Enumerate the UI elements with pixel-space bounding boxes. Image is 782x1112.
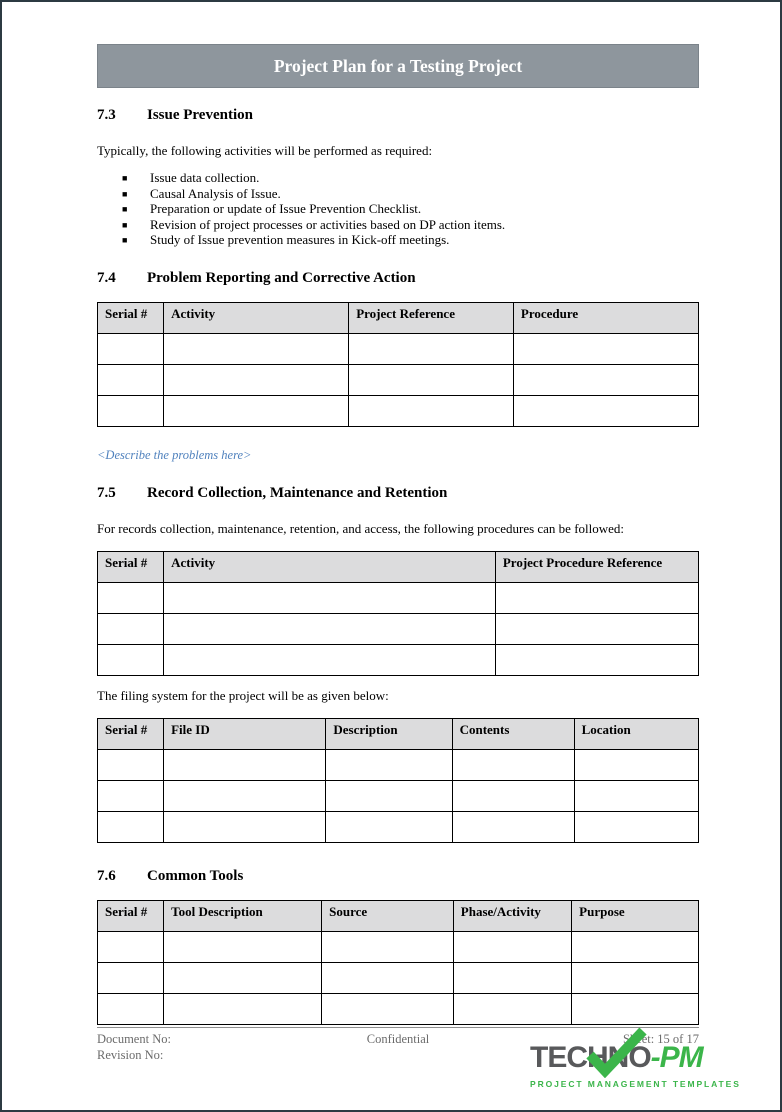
column-header: Contents bbox=[452, 718, 574, 749]
empty-cell bbox=[164, 931, 322, 962]
empty-cell bbox=[164, 962, 322, 993]
empty-cell bbox=[453, 993, 571, 1024]
table-row bbox=[98, 582, 699, 613]
section-title: Issue Prevention bbox=[147, 107, 253, 123]
section-7-5-intro: For records collection, maintenance, retention, and access, the following procedures can be followed: bbox=[97, 520, 625, 536]
empty-cell bbox=[98, 364, 164, 395]
empty-cell bbox=[322, 931, 454, 962]
document-content bbox=[97, 2, 699, 1025]
section-title: Common Tools bbox=[147, 867, 244, 884]
empty-cell bbox=[513, 395, 698, 426]
filing-system-table bbox=[97, 718, 699, 843]
section-7-3-intro: Typically, the following activities will be performed as required: bbox=[97, 143, 433, 158]
empty-cell bbox=[513, 364, 698, 395]
empty-cell bbox=[349, 333, 514, 364]
empty-cell bbox=[349, 395, 514, 426]
list-item: ■ Study of Issue prevention measures in Kick-off meetings. bbox=[122, 232, 450, 248]
empty-cell bbox=[349, 364, 514, 395]
section-heading-7-6 bbox=[97, 866, 699, 886]
empty-cell bbox=[164, 582, 496, 613]
empty-cell bbox=[98, 333, 164, 364]
table-row bbox=[98, 333, 699, 364]
sheet-number: Sheet: 15 of 17 bbox=[622, 1032, 699, 1046]
empty-cell bbox=[322, 962, 454, 993]
confidential-label: Confidential bbox=[366, 1032, 430, 1046]
table-row bbox=[98, 749, 699, 780]
empty-cell bbox=[98, 780, 164, 811]
column-header: Source bbox=[322, 900, 454, 931]
common-tools-table bbox=[97, 900, 699, 1025]
empty-cell bbox=[326, 811, 452, 842]
square-bullet-icon: ■ bbox=[122, 173, 128, 183]
column-header: Serial # bbox=[98, 900, 164, 931]
column-header: Project Reference bbox=[349, 302, 514, 333]
logo-text-gray: TECHNO bbox=[530, 1041, 651, 1074]
empty-cell bbox=[326, 749, 452, 780]
table-header-row bbox=[98, 551, 699, 582]
column-header: Activity bbox=[164, 302, 349, 333]
column-header: Tool Description bbox=[164, 900, 322, 931]
section-number: 7.3 bbox=[97, 107, 116, 123]
empty-cell bbox=[495, 582, 698, 613]
table-header-row bbox=[98, 302, 699, 333]
empty-cell bbox=[164, 364, 349, 395]
empty-cell bbox=[452, 749, 574, 780]
empty-cell bbox=[164, 811, 326, 842]
problem-reporting-table bbox=[97, 302, 699, 427]
table-row bbox=[98, 364, 699, 395]
empty-cell bbox=[322, 993, 454, 1024]
square-bullet-icon: ■ bbox=[122, 188, 128, 199]
section-heading-7-5 bbox=[97, 483, 699, 503]
list-item: ■ Issue data collection. bbox=[122, 170, 260, 185]
revision-no-label: Revision No: bbox=[97, 1048, 164, 1062]
page-title-banner bbox=[97, 44, 699, 88]
column-header: Location bbox=[574, 718, 698, 749]
empty-cell bbox=[164, 993, 322, 1024]
table-row bbox=[98, 993, 699, 1024]
empty-cell bbox=[98, 613, 164, 644]
empty-cell bbox=[572, 993, 699, 1024]
table-header-row bbox=[98, 718, 699, 749]
empty-cell bbox=[164, 644, 496, 675]
empty-cell bbox=[164, 780, 326, 811]
table-row bbox=[98, 780, 699, 811]
square-bullet-icon: ■ bbox=[122, 204, 128, 215]
table-row bbox=[98, 395, 699, 426]
section-number: 7.6 bbox=[97, 867, 116, 884]
empty-cell bbox=[98, 962, 164, 993]
empty-cell bbox=[495, 613, 698, 644]
list-item: ■ Causal Analysis of Issue. bbox=[122, 185, 281, 201]
empty-cell bbox=[574, 749, 698, 780]
square-bullet-icon: ■ bbox=[122, 235, 128, 246]
empty-cell bbox=[98, 811, 164, 842]
empty-cell bbox=[453, 962, 571, 993]
empty-cell bbox=[495, 644, 698, 675]
empty-cell bbox=[98, 993, 164, 1024]
section-title: Problem Reporting and Corrective Action bbox=[147, 269, 416, 286]
empty-cell bbox=[326, 780, 452, 811]
table-header-row bbox=[98, 900, 699, 931]
column-header: Serial # bbox=[98, 551, 164, 582]
column-header: Activity bbox=[164, 551, 496, 582]
square-bullet-icon: ■ bbox=[122, 219, 128, 230]
empty-cell bbox=[513, 333, 698, 364]
empty-cell bbox=[164, 395, 349, 426]
page-title: Project Plan for a Testing Project bbox=[273, 56, 523, 76]
table-row bbox=[98, 811, 699, 842]
issue-prevention-list bbox=[97, 170, 699, 248]
empty-cell bbox=[453, 931, 571, 962]
empty-cell bbox=[574, 811, 698, 842]
logo-wordmark bbox=[530, 1038, 702, 1078]
empty-cell bbox=[572, 962, 699, 993]
placeholder-note: <Describe the problems here> bbox=[97, 447, 252, 462]
empty-cell bbox=[98, 931, 164, 962]
list-item: ■ Preparation or update of Issue Prevention Checklist. bbox=[122, 201, 422, 217]
empty-cell bbox=[98, 582, 164, 613]
document-no-label: Document No: bbox=[97, 1032, 171, 1046]
empty-cell bbox=[164, 749, 326, 780]
column-header: File ID bbox=[164, 718, 326, 749]
empty-cell bbox=[98, 749, 164, 780]
empty-cell bbox=[572, 931, 699, 962]
empty-cell bbox=[574, 780, 698, 811]
section-heading-7-4 bbox=[97, 268, 699, 288]
techno-pm-logo bbox=[530, 1038, 741, 1089]
logo-text-green: -PM bbox=[650, 1041, 703, 1074]
empty-cell bbox=[98, 644, 164, 675]
column-header: Serial # bbox=[98, 718, 164, 749]
empty-cell bbox=[164, 613, 496, 644]
empty-cell bbox=[452, 811, 574, 842]
column-header: Serial # bbox=[98, 302, 164, 333]
record-collection-table bbox=[97, 551, 699, 676]
empty-cell bbox=[98, 395, 164, 426]
section-heading-7-3 bbox=[97, 105, 699, 125]
column-header: Description bbox=[326, 718, 452, 749]
table-row bbox=[98, 644, 699, 675]
table-row bbox=[98, 931, 699, 962]
table-row bbox=[98, 962, 699, 993]
table-row bbox=[98, 613, 699, 644]
empty-cell bbox=[452, 780, 574, 811]
section-number: 7.5 bbox=[97, 484, 116, 501]
empty-cell bbox=[164, 333, 349, 364]
column-header: Procedure bbox=[513, 302, 698, 333]
section-number: 7.4 bbox=[97, 269, 116, 286]
filing-system-intro: The filing system for the project will be as given below: bbox=[97, 687, 389, 703]
section-title: Record Collection, Maintenance and Retention bbox=[147, 484, 448, 501]
column-header: Purpose bbox=[572, 900, 699, 931]
list-item: ■ Revision of project processes or activities based on DP action items. bbox=[122, 216, 506, 232]
logo-tagline: PROJECT MANAGEMENT TEMPLATES bbox=[530, 1079, 741, 1089]
column-header: Project Procedure Reference bbox=[495, 551, 698, 582]
column-header: Phase/Activity bbox=[453, 900, 571, 931]
